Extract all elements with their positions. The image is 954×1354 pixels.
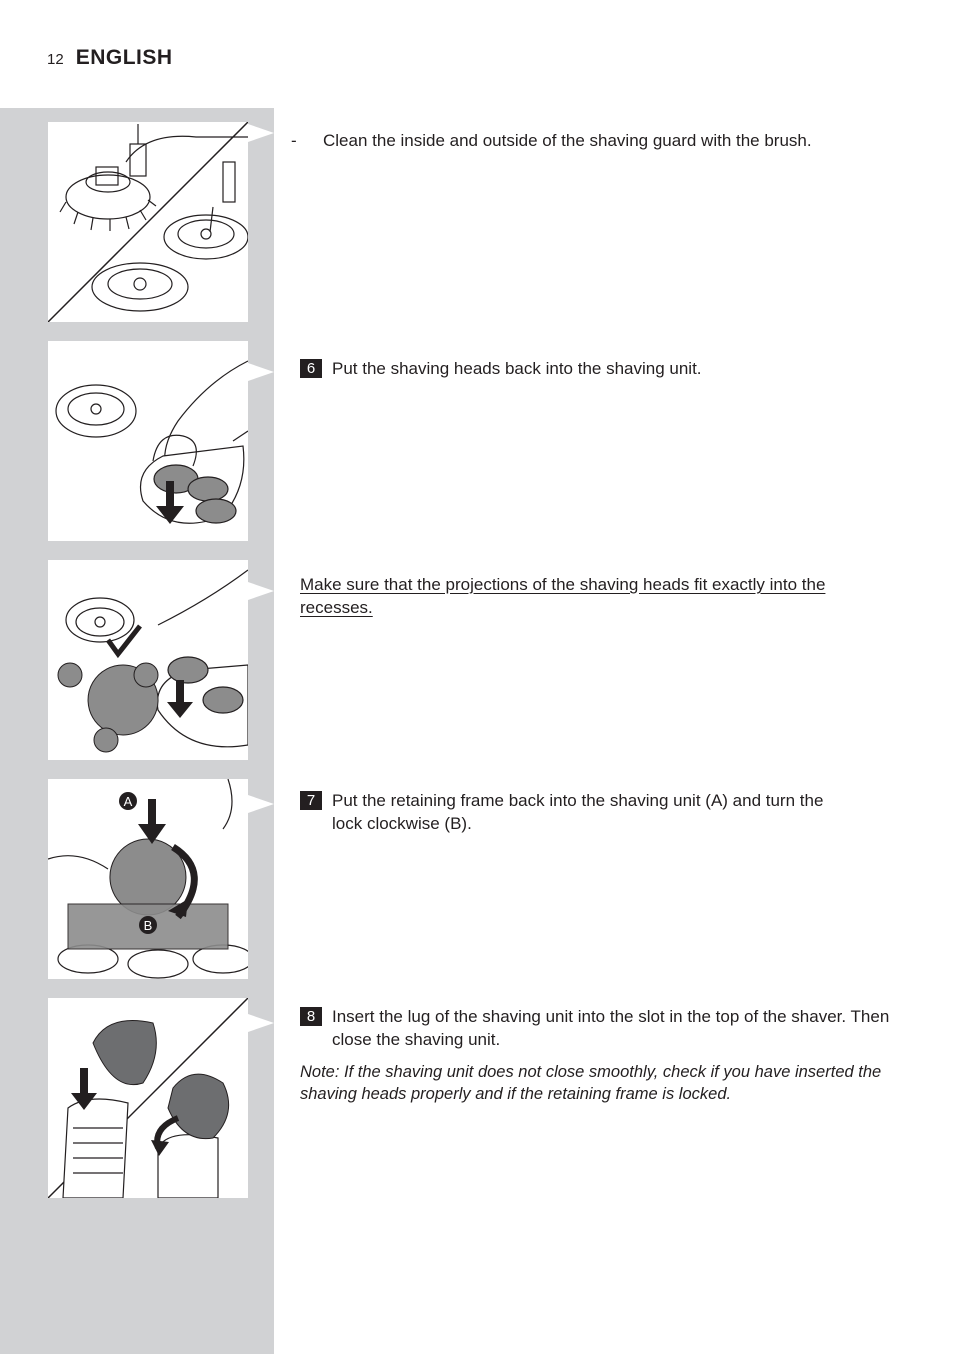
close-unit-illustration bbox=[48, 998, 248, 1198]
section-title: ENGLISH bbox=[75, 46, 173, 69]
callout-pointer bbox=[248, 124, 274, 142]
clean-guard-instruction bbox=[291, 129, 911, 152]
figure-insert-heads bbox=[48, 341, 248, 541]
callout-pointer bbox=[248, 363, 274, 381]
step-6-instruction bbox=[300, 357, 920, 380]
figure-projections bbox=[48, 560, 248, 760]
callout-pointer bbox=[248, 1014, 274, 1032]
figure-clean-guard bbox=[48, 122, 248, 322]
step-7-instruction bbox=[300, 789, 840, 835]
figure-retaining-frame bbox=[48, 779, 248, 979]
bullet-dash: - bbox=[291, 131, 297, 150]
page-header bbox=[47, 46, 173, 76]
step-8-instruction bbox=[300, 1005, 915, 1105]
label-b: B bbox=[143, 918, 153, 933]
projections-text: Make sure that the projections of the shaving heads fit exactly into the recesses. bbox=[300, 575, 826, 617]
label-a: A bbox=[123, 794, 133, 809]
callout-pointer bbox=[248, 795, 274, 813]
clean-guard-text: Clean the inside and outside of the shaving guard with the brush. bbox=[323, 131, 812, 150]
step-8-note: Note: If the shaving unit does not close smoothly, check if you have inserted the shaving heads properly and if the retaining frame is locked. bbox=[300, 1063, 882, 1103]
step-number-badge: 7 bbox=[300, 791, 322, 810]
clean-guard-illustration bbox=[48, 122, 248, 322]
step-6-text: Put the shaving heads back into the shaving unit. bbox=[332, 359, 702, 378]
page-number: 12 bbox=[47, 51, 64, 68]
step-number-badge: 8 bbox=[300, 1007, 322, 1026]
callout-pointer bbox=[248, 582, 274, 600]
retaining-frame-illustration bbox=[48, 779, 248, 979]
step-8-text: Insert the lug of the shaving unit into the slot in the top of the shaver. Then close the shaving unit. bbox=[332, 1007, 890, 1049]
insert-heads-illustration bbox=[48, 341, 248, 541]
projections-instruction bbox=[300, 573, 830, 619]
projections-illustration bbox=[48, 560, 248, 760]
step-7-text: Put the retaining frame back into the shaving unit (A) and turn the lock clockwise (B). bbox=[332, 791, 824, 833]
step-number-badge: 6 bbox=[300, 359, 322, 378]
figure-close-unit bbox=[48, 998, 248, 1198]
